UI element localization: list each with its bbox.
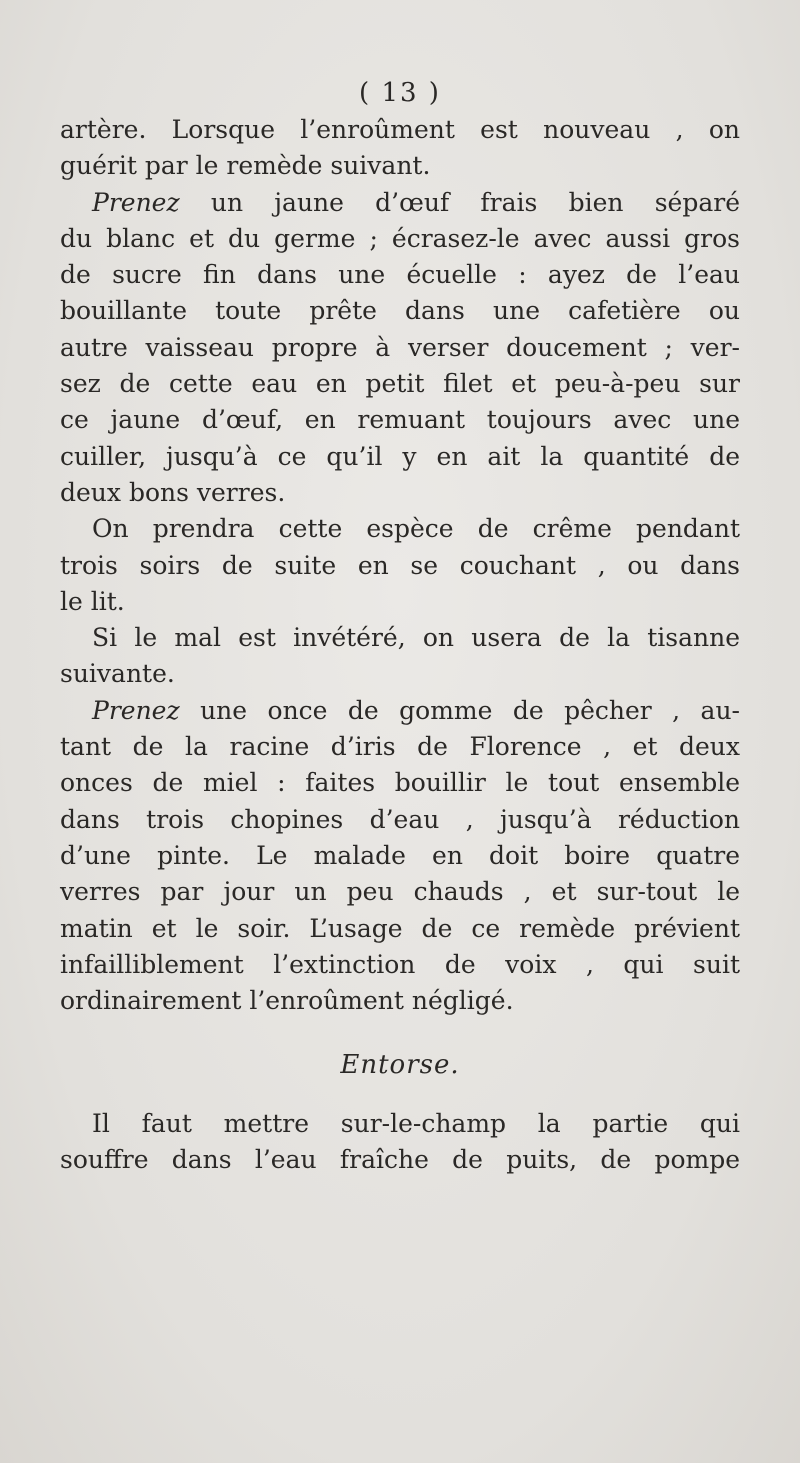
text-line (60, 693, 740, 729)
text-line: dans trois chopines d’eau , jusqu’à réduction (60, 804, 740, 834)
text-line: On prendra cette espèce de crême pendant (92, 514, 740, 544)
text-fragment: un jaune d’œuf frais bien séparé (179, 187, 740, 217)
text-line: ce jaune d’œuf, en remuant toujours avec une (60, 405, 740, 435)
text-line: d’une pinte. Le malade en doit boire quatre (60, 840, 740, 870)
prenez-italic: Prenez (92, 187, 180, 217)
text-line (60, 185, 740, 221)
text-line: verres par jour un peu chauds , et sur-tout le (60, 877, 740, 907)
text-line: trois soirs de suite en se couchant , ou dans (60, 550, 740, 580)
text-line: guérit par le remède suivant. (60, 151, 431, 181)
text-line: cuiller, jusqu’à ce qu’il y en ait la quantité de (60, 441, 740, 471)
text-line: le lit. (60, 586, 125, 616)
section-heading: Entorse. (340, 1050, 460, 1081)
text-line: Il faut mettre sur-le-champ la partie qui (92, 1108, 740, 1138)
prenez-italic: Prenez (92, 695, 180, 725)
text-line: matin et le soir. L’usage de ce remède prévient (60, 913, 740, 943)
text-line: bouillante toute prête dans une cafetière ou (60, 296, 740, 326)
body-text (60, 112, 740, 1178)
text-line: autre vaisseau propre à verser doucement ; ver- (60, 332, 740, 362)
text-line: onces de miel : faites bouillir le tout ensemble (60, 768, 740, 798)
text-line: suivante. (60, 659, 175, 689)
text-line: souffre dans l’eau fraîche de puits, de pompe (60, 1145, 740, 1175)
text-line: deux bons verres. (60, 477, 286, 507)
text-line: du blanc et du germe ; écrasez-le avec aussi gros (60, 223, 740, 253)
text-line: de sucre fin dans une écuelle : ayez de l’eau (60, 260, 740, 290)
text-fragment: une once de gomme de pêcher , au- (179, 695, 740, 725)
text-line: ordinairement l’enroûment négligé. (60, 986, 514, 1016)
text-line: Si le mal est invétéré, on usera de la tisanne (92, 623, 740, 653)
text-line: sez de cette eau en petit filet et peu-à-peu sur (60, 369, 740, 399)
text-line: artère. Lorsque l’enroûment est nouveau , on (60, 115, 740, 144)
text-line: tant de la racine d’iris de Florence , et deux (60, 732, 740, 762)
text-line: infailliblement l’extinction de voix , qui suit (60, 949, 740, 979)
page-number: ( 13 ) (359, 78, 441, 108)
